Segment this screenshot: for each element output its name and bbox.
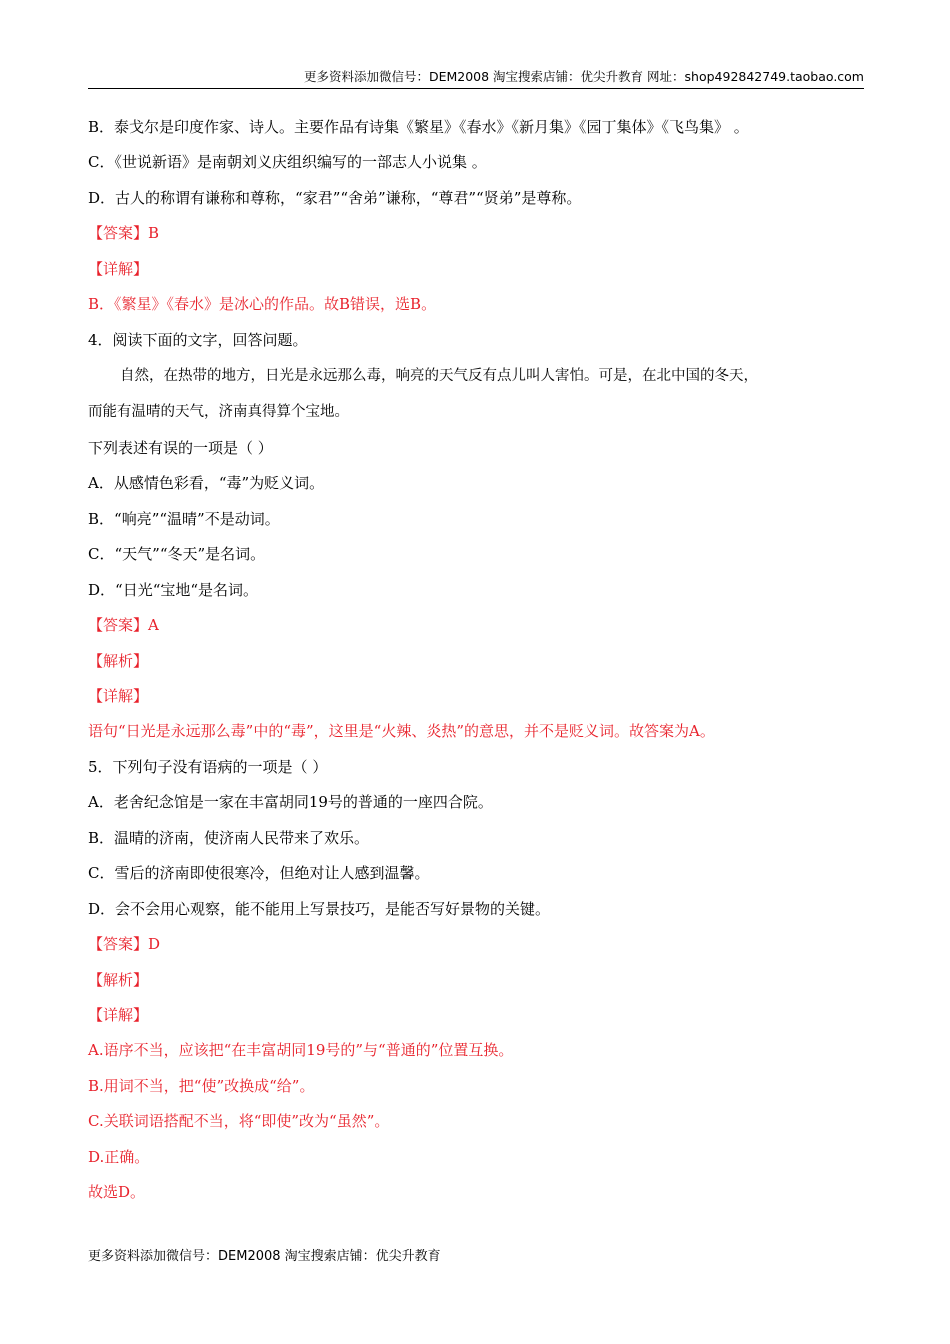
explanation-q5-a: A.语序不当，应该把“在丰富胡同19号的”与“普通的”位置互换。 xyxy=(88,1041,514,1059)
analysis-label-q4: 【解析】 xyxy=(88,652,149,670)
answer-label-q5: 【答案】D xyxy=(88,935,161,953)
option-c-shishuo: C．《世说新语》是南朝刘义庆组织编写的一部志人小说集 。 xyxy=(88,153,487,171)
q5-option-b: B．温晴的济南，使济南人民带来了欢乐。 xyxy=(88,829,370,847)
passage-line-1: 自然，在热带的地方，日光是永远那么毒，响亮的天气反有点儿叫人害怕。可是，在北中国的冬天， xyxy=(120,368,758,384)
question-4-title: 4．阅读下面的文字，回答问题。 xyxy=(88,331,308,349)
explain-label-q4: 【详解】 xyxy=(88,687,149,705)
q4-option-d: D．“日光“宝地“是名词。 xyxy=(88,581,259,599)
answer-label-q3: 【答案】B xyxy=(88,224,160,242)
analysis-label-q5: 【解析】 xyxy=(88,971,149,989)
page-header: 更多资料添加微信号：DEM2008 淘宝搜索店铺：优尖升教育 网址：shop492842749.taobao.com xyxy=(88,68,864,89)
explanation-q3: B．《繁星》《春水》是冰心的作品。故B错误，选B。 xyxy=(88,295,437,313)
explanation-q5-c: C.关联词语搭配不当，将“即使”改为“虽然”。 xyxy=(88,1112,390,1130)
option-b-tagore: B．泰戈尔是印度作家、诗人。主要作品有诗集《繁星》《春水》《新月集》《园丁集体》《飞鸟集》 。 xyxy=(88,118,749,136)
q4-option-b: B．“响亮”“温晴”不是动词。 xyxy=(88,510,280,528)
explanation-q4: 语句“日光是永远那么毒”中的“毒”，这里是“火辣、炎热”的意思，并不是贬义词。故答案为A。 xyxy=(88,722,715,740)
q4-option-a: A．从感情色彩看，“毒”为贬义词。 xyxy=(88,474,325,492)
q4-option-c: C．“天气”“冬天”是名词。 xyxy=(88,545,266,563)
question-4-prompt: 下列表述有误的一项是（ ） xyxy=(88,439,273,457)
q5-option-c: C．雪后的济南即使很寒冷，但绝对让人感到温馨。 xyxy=(88,864,430,882)
q5-option-d: D．会不会用心观察，能不能用上写景技巧，是能否写好景物的关键。 xyxy=(88,900,551,918)
page-footer: 更多资料添加微信号：DEM2008 淘宝搜索店铺：优尖升教育 xyxy=(88,1249,441,1264)
explain-label-q5: 【详解】 xyxy=(88,1006,149,1024)
explain-label-q3: 【详解】 xyxy=(88,260,149,278)
question-5-title: 5．下列句子没有语病的一项是（ ） xyxy=(88,758,328,776)
answer-label-q4: 【答案】A xyxy=(88,616,159,634)
option-d-titles: D．古人的称谓有谦称和尊称，“家君”“舍弟”谦称，“尊君”“贤弟”是尊称。 xyxy=(88,189,582,207)
final-answer-q5: 故选D。 xyxy=(88,1183,146,1201)
explanation-q5-d: D.正确。 xyxy=(88,1148,150,1166)
explanation-q5-b: B.用词不当，把“使”改换成“给”。 xyxy=(88,1077,315,1095)
passage-line-2: 而能有温晴的天气，济南真得算个宝地。 xyxy=(88,404,349,420)
q5-option-a: A．老舍纪念馆是一家在丰富胡同19号的普通的一座四合院。 xyxy=(88,793,493,811)
